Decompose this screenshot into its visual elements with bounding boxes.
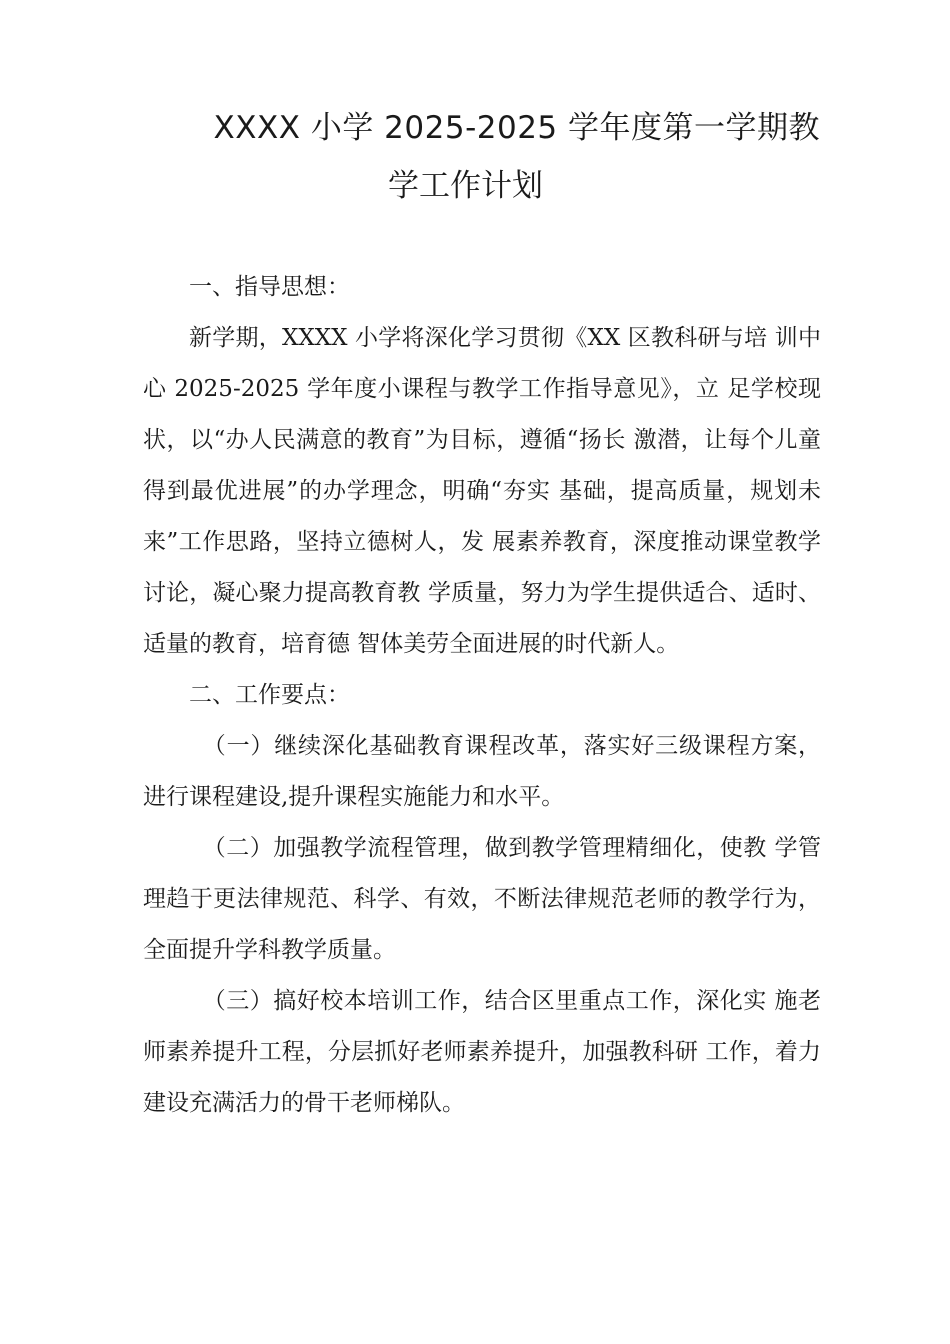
section-heading-guiding-ideology: 一、指导思想： xyxy=(189,274,350,300)
work-point-item-1: （一）继续深化基础教育课程改革，落实好三级课程方案，进行课程建设,提升课程实施能力和水平。 xyxy=(143,733,821,810)
section-heading-work-points: 二、工作要点： xyxy=(189,682,350,708)
document-title-line-2: 学工作计划 xyxy=(388,168,543,204)
document-body xyxy=(143,262,821,1129)
paragraph-guiding-ideology: 新学期，XXXX 小学将深化学习贯彻《XX 区教科研与培 训中心 2025-2025 学年度小课程与教学工作指导意见》，立 足学校现状，以“办人民满意的教育”为目标，遵循“扬长 激潜，让每个儿童得到最优进展”的办学理念，明确“夯实 基础，提高质量，规划未来”工作思路，坚持立德树人，发 展素养教育，深度推动课堂教学讨论，凝心聚力提高教育教 学质量，努力为学生提供适合、适时、适量的教育，培育德 智体美劳全面进展的时代新人。 xyxy=(143,325,821,657)
work-point-item-2: （二）加强教学流程管理，做到教学管理精细化，使教 学管理趋于更法律规范、科学、有效，不断法律规范老师的教学行为， 全面提升学科教学质量。 xyxy=(143,835,821,963)
document-title-line-1: XXXX 小学 2025-2025 学年度第一学期教 xyxy=(213,110,820,146)
work-point-item-3: （三）搞好校本培训工作，结合区里重点工作，深化实 施老师素养提升工程，分层抓好老师素养提升，加强教科研 工作，着力建设充满活力的骨干老师梯队。 xyxy=(143,988,821,1116)
